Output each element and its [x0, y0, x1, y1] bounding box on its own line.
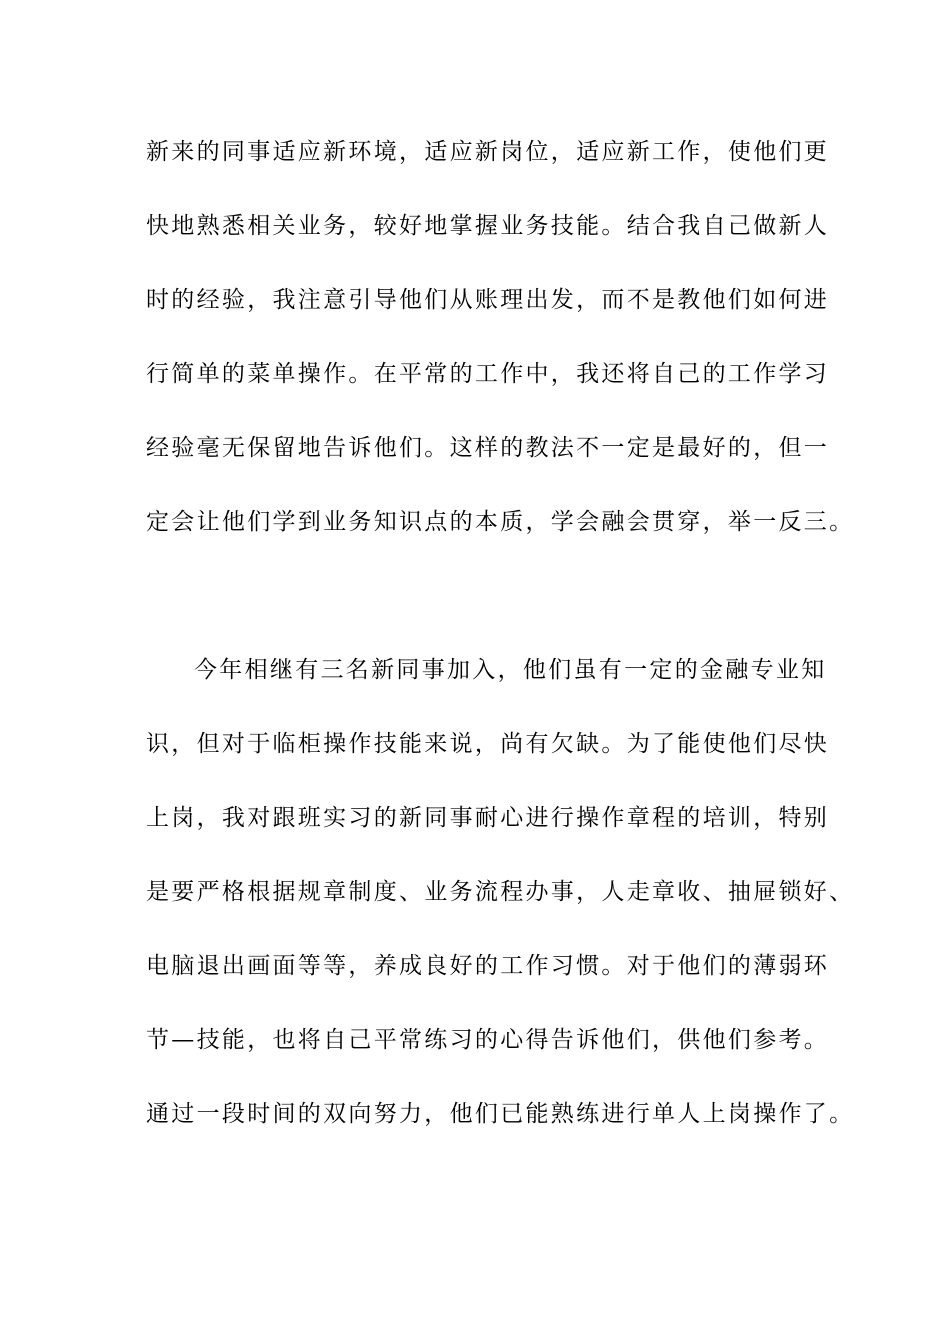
paragraph-line: 识，但对于临柜操作技能来说，尚有欠缺。为了能使他们尽快 [146, 731, 830, 757]
paragraph-line: 新来的同事适应新环境，适应新岗位，适应新工作，使他们更 [146, 139, 830, 165]
paragraph-line: 快地熟悉相关业务，较好地掌握业务技能。结合我自己做新人 [146, 213, 830, 239]
paragraph-line: 行简单的菜单操作。在平常的工作中，我还将自己的工作学习 [146, 361, 830, 387]
paragraph-line: 上岗，我对跟班实习的新同事耐心进行操作章程的培训，特别 [146, 805, 830, 831]
paragraph-line: 时的经验，我注意引导他们从账理出发，而不是教他们如何进 [146, 287, 830, 313]
paragraph-line: 电脑退出画面等等，养成良好的工作习惯。对于他们的薄弱环 [146, 953, 830, 979]
paragraph-line: 通过一段时间的双向努力，他们已能熟练进行单人上岗操作了。 [146, 1101, 855, 1127]
paragraph-line: 定会让他们学到业务知识点的本质，学会融会贯穿，举一反三。 [146, 509, 855, 535]
paragraph-line: 是要严格根据规章制度、业务流程办事，人走章收、抽屉锁好、 [146, 879, 855, 905]
paragraph-line: 今年相继有三名新同事加入，他们虽有一定的金融专业知 [194, 657, 827, 683]
paragraph-line: 节—技能，也将自己平常练习的心得告诉他们，供他们参考。 [146, 1027, 830, 1053]
paragraph-line: 经验毫无保留地告诉他们。这样的教法不一定是最好的，但一 [146, 435, 830, 461]
